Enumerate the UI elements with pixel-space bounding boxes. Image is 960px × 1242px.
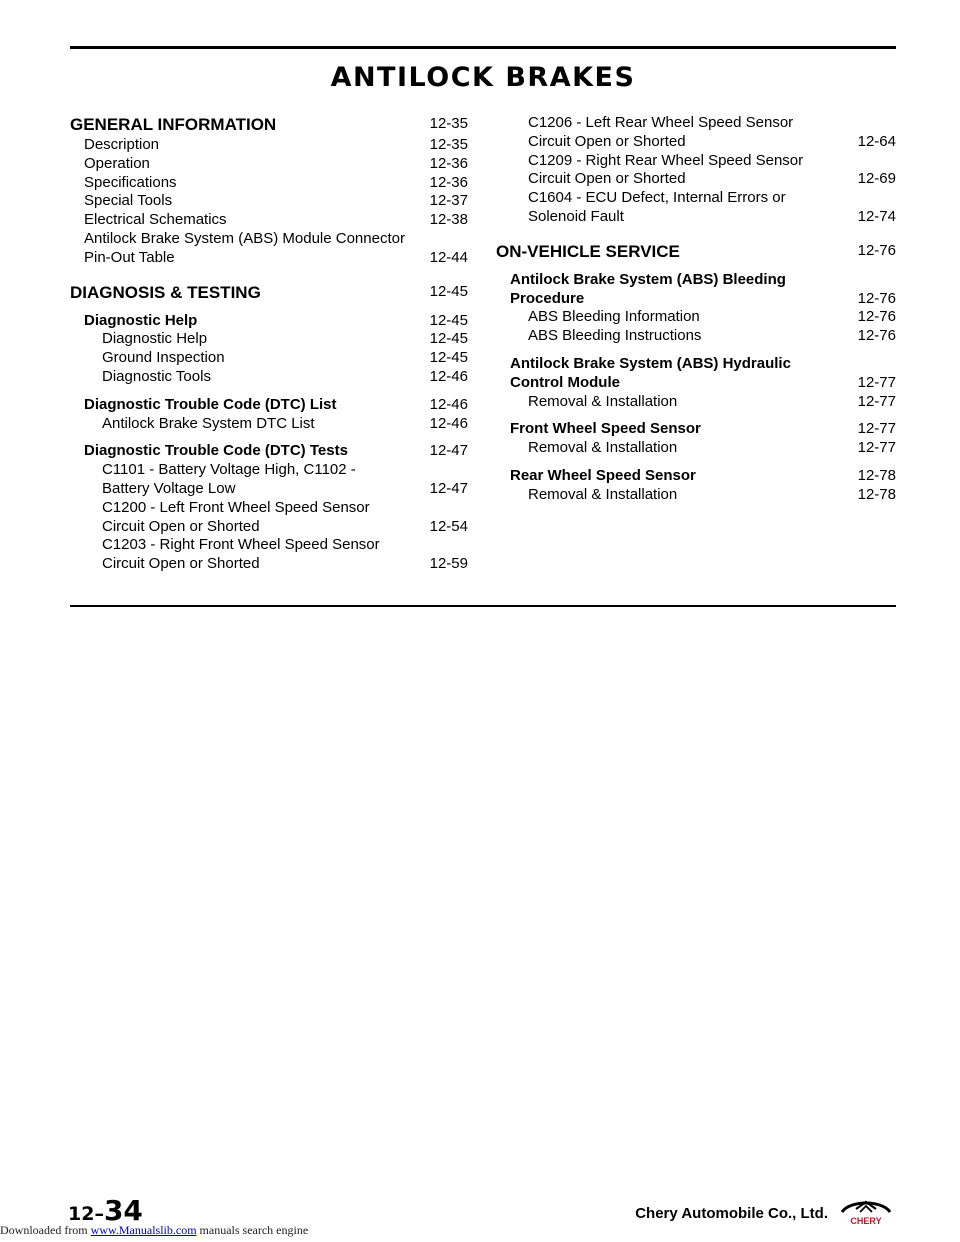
toc-entry-label: Antilock Brake System DTC List [102,414,315,432]
manualslib-link[interactable]: www.Manualslib.com [90,1223,197,1237]
toc-entry[interactable] [70,349,468,368]
toc-page-number: 12-38 [429,211,468,229]
toc-page-number: 12-54 [429,517,468,535]
toc-entry[interactable] [496,189,896,227]
toc-left-column [70,114,468,574]
toc-entry-label: Diagnostic Tools [102,367,211,385]
toc-page-number: 12-44 [429,248,468,266]
toc-page-number: 12-37 [429,192,468,210]
download-suffix: manuals search engine [196,1223,309,1237]
toc-entry[interactable] [70,461,468,499]
toc-page-number: 12-69 [857,170,896,188]
toc-entry[interactable] [70,230,468,268]
toc-entry[interactable] [70,330,468,349]
toc-page-number: 12-77 [857,439,896,457]
toc-page-number: 12-76 [857,327,896,345]
toc-page-number: 12-35 [429,136,468,153]
toc-entry-label: Removal & Installation [528,439,678,457]
toc-section-heading[interactable] [70,282,468,304]
toc-entry-label: Specifications [84,173,177,191]
toc-entry[interactable] [496,393,896,412]
toc-entry-label: Rear Wheel Speed Sensor [510,466,696,484]
toc-page-number: 12-46 [429,367,468,385]
toc-entry-label: Operation [84,154,150,172]
toc-entry[interactable] [496,486,896,505]
toc-entry-label: Front Wheel Speed Sensor [510,420,701,438]
toc-entry-label: C1604 - ECU Defect, Internal Errors or Solenoid Fault [528,189,786,225]
toc-section-heading[interactable] [70,114,468,136]
toc-page-number: 12-46 [429,414,468,432]
page-number: 34 [103,1194,143,1227]
top-rule [70,46,896,49]
toc-entry-label: C1209 - Right Rear Wheel Speed Sensor Circuit Open or Shorted [528,151,804,188]
toc-entry[interactable] [496,420,896,439]
toc-entry-label: Antilock Brake System (ABS) Hydraulic Control Module [510,354,791,391]
toc-entry[interactable] [70,368,468,387]
toc-page-number: 12-45 [429,349,468,367]
toc-entry[interactable] [70,396,468,415]
toc-entry[interactable] [496,355,896,393]
toc-entry[interactable] [496,467,896,486]
toc-page-number: 12-45 [429,282,468,300]
toc-page-number: 12-45 [429,330,468,348]
toc-entry-label: Description [84,136,160,153]
toc-entry[interactable] [70,174,468,193]
toc-entry[interactable] [70,211,468,230]
toc-page-number: 12-46 [429,395,468,413]
bottom-rule [70,605,896,607]
toc-entry[interactable] [70,312,468,331]
toc-page-number: 12-45 [429,311,468,329]
download-note [0,1223,308,1238]
toc-page-number: 12-76 [857,241,896,259]
page-title: ANTILOCK BRAKES [330,62,636,93]
chery-logo-icon [836,1196,896,1226]
company-name: Chery Automobile Co., Ltd. [635,1205,828,1222]
toc-entry-label: Diagnostic Help [102,330,208,348]
toc-entry-label: Antilock Brake System (ABS) Bleeding Procedure [510,270,786,307]
toc-entry-label: Antilock Brake System (ABS) Module Connector Pin-Out Table [84,229,405,266]
toc-entry[interactable] [496,327,896,346]
toc-entry[interactable] [70,415,468,434]
toc-entry[interactable] [496,308,896,327]
toc-entry-label: C1101 - Battery Voltage High, C1102 - Battery Voltage Low [102,461,356,497]
toc-entry-label: ABS Bleeding Information [528,308,700,326]
toc-page-number: 12-35 [429,115,468,132]
toc-entry[interactable] [70,136,468,155]
toc-entry-label: ABS Bleeding Instructions [528,327,702,345]
toc-entry-label: Diagnostic Trouble Code (DTC) List [84,395,337,413]
toc-page-number: 12-47 [429,479,468,497]
toc-entry[interactable] [70,155,468,174]
toc-entry-label: C1203 - Right Front Wheel Speed Sensor Circuit Open or Shorted [102,536,380,573]
toc-page-number: 12-77 [857,373,896,391]
toc-entry-label: Diagnostic Help [84,311,198,329]
toc-section-heading[interactable] [496,241,896,263]
toc-page-number: 12-76 [857,289,896,307]
toc-entry-label: GENERAL INFORMATION [70,115,277,134]
toc-entry[interactable] [496,152,896,190]
toc-entry-label: DIAGNOSIS & TESTING [70,282,261,302]
toc-entry-label: C1206 - Left Rear Wheel Speed Sensor Circuit Open or Shorted [528,114,794,150]
toc-page-number: 12-77 [857,420,896,438]
toc-entry[interactable] [70,536,468,574]
toc-entry[interactable] [496,439,896,458]
toc-entry[interactable] [496,271,896,309]
toc-entry-label: C1200 - Left Front Wheel Speed Sensor Circuit Open or Shorted [102,498,370,535]
toc-entry[interactable] [496,114,896,152]
toc-page-number: 12-77 [857,392,896,410]
toc-page-number: 12-64 [857,132,896,150]
toc-entry[interactable] [70,192,468,211]
toc-entry-label: Diagnostic Trouble Code (DTC) Tests [84,442,348,460]
toc-entry-label: Special Tools [84,192,173,210]
toc-entry[interactable] [70,442,468,461]
toc-entry-label: ON-VEHICLE SERVICE [496,241,680,261]
toc-page-number: 12-76 [857,308,896,326]
toc-entry-label: Removal & Installation [528,485,678,503]
page-prefix: 12– [68,1203,104,1225]
download-prefix: Downloaded from [0,1223,91,1237]
toc-right-column [496,114,896,505]
toc-page-number: 12-78 [857,466,896,484]
toc-entry[interactable] [70,499,468,537]
toc-page-number: 12-47 [429,442,468,460]
toc-entry-label: Ground Inspection [102,349,225,367]
toc-page-number: 12-59 [429,555,468,573]
toc-entry-label: Electrical Schematics [84,211,227,229]
toc-page-number: 12-36 [429,154,468,172]
logo-lettering: CHERY [850,1216,882,1226]
toc-page-number: 12-78 [857,485,896,503]
toc-page-number: 12-74 [857,207,896,225]
toc-page-number: 12-36 [429,173,468,191]
toc-entry-label: Removal & Installation [528,392,678,410]
